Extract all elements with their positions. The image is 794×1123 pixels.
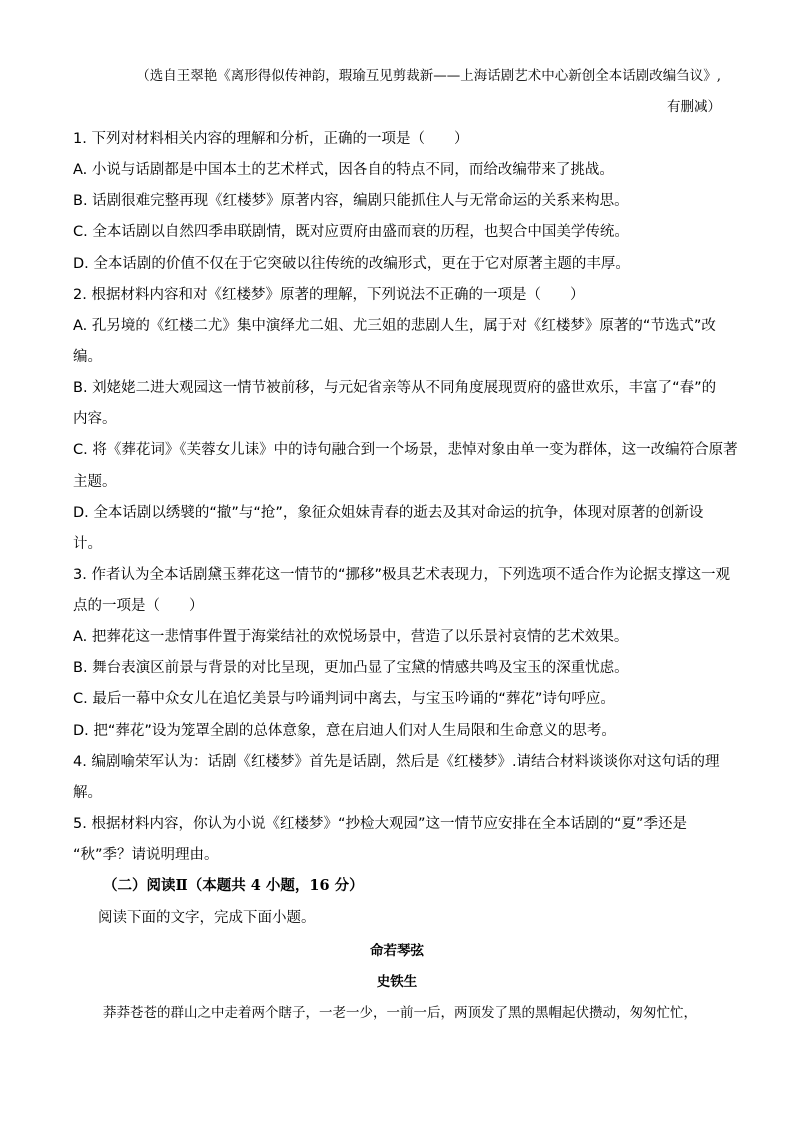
question-2-stem: 2. 根据材料内容和对《红楼梦》原著的理解，下列说法不正确的一项是（ ） [73,287,585,303]
question-5-stem: 5. 根据材料内容，你认为小说《红楼梦》“抄检大观园”这一情节应安排在全本话剧的“夏”季还是 [73,816,687,832]
section-heading: （二）阅读Ⅱ（本题共 4 小题，16 分） [103,877,364,894]
question-4-stem: 4. 编剧喻荣军认为：话剧《红楼梦》首先是话剧，然后是《红楼梦》.请结合材料谈谈你对这句话的理 [73,754,720,770]
question-3-option-b: B. 舞台表演区前景与背景的对比呈现，更加凸显了宝黛的情感共鸣及宝玉的深重忧虑。 [73,660,629,676]
question-1-option-a: A. 小说与话剧都是中国本土的艺术样式，因各自的特点不同，而给改编带来了挑战。 [73,162,614,178]
question-3-option-d: D. 把“葬花”设为笼罩全剧的总体意象，意在启迪人们对人生局限和生命意义的思考。 [73,723,616,739]
section-instruction: 阅读下面的文字，完成下面小题。 [98,910,316,926]
question-2-option-d-cont: 计。 [73,536,102,552]
question-2-option-c-cont: 主题。 [73,474,117,490]
story-author: 史铁生 [376,974,418,990]
question-1-option-b: B. 话剧很难完整再现《红楼梦》原著内容，编剧只能抓住人与无常命运的关系来构思。 [73,193,629,209]
story-title: 命若琴弦 [370,943,424,959]
question-2-option-b: B. 刘姥姥二进大观园这一情节被前移，与元妃省亲等从不同角度展现贾府的盛世欢乐，丰富了“春”的 [73,380,717,396]
question-4-stem-cont: 解。 [73,785,102,801]
question-2-option-a-cont: 编。 [73,349,102,365]
question-2-option-d: D. 全本话剧以绣襞的“撤”与“抢”，象征众姐妹青春的逝去及其对命运的抗争，体现对原著的创新设 [73,505,704,521]
question-3-option-c: C. 最后一幕中众女儿在追忆美景与吟诵判词中离去，与宝玉吟诵的“葬花”诗句呼应。 [73,691,615,707]
story-first-line: 莽莽苍苍的群山之中走着两个瞎子，一老一少，一前一后，两顶发了黑的黑帽起伏攒动，匆匆忙忙， [103,1005,697,1021]
question-3-stem-cont: 点的一项是（ ） [73,598,204,614]
question-5-stem-cont: “秋”季？请说明理由。 [73,847,219,863]
question-1-option-d: D. 全本话剧的价值不仅在于它突破以往传统的改编形式，更在于它对原著主题的丰厚。 [73,256,630,272]
question-2-option-b-cont: 内容。 [73,411,117,427]
question-1-stem: 1. 下列对材料相关内容的理解和分析，正确的一项是（ ） [73,131,469,147]
question-1-option-c: C. 全本话剧以自然四季串联剧情，既对应贾府由盛而衰的历程，也契合中国美学传统。 [73,224,629,240]
question-3-option-a: A. 把葬花这一悲情事件置于海棠结社的欢悦场景中，营造了以乐景衬哀情的艺术效果。 [73,629,629,645]
citation-line-2: 有删减） [667,99,721,115]
citation-line-1: （选自王翠艳《离形得似传神韵，瑕瑜互见剪裁新——上海话剧艺术中心新创全本话剧改编刍议》, [136,68,721,84]
question-3-stem: 3. 作者认为全本话剧黛玉葬花这一情节的“挪移”极具艺术表现力，下列选项不适合作为论据支撑这一观 [73,567,730,583]
question-2-option-a: A. 孔另境的《红楼二尤》集中演绎尤二姐、尤三姐的悲剧人生，属于对《红楼梦》原著的“节选式”改 [73,318,716,334]
question-2-option-c: C. 将《葬花词》《芙蓉女儿诔》中的诗句融合到一个场景，悲悼对象由单一变为群体，这一改编符合原著 [73,442,738,458]
